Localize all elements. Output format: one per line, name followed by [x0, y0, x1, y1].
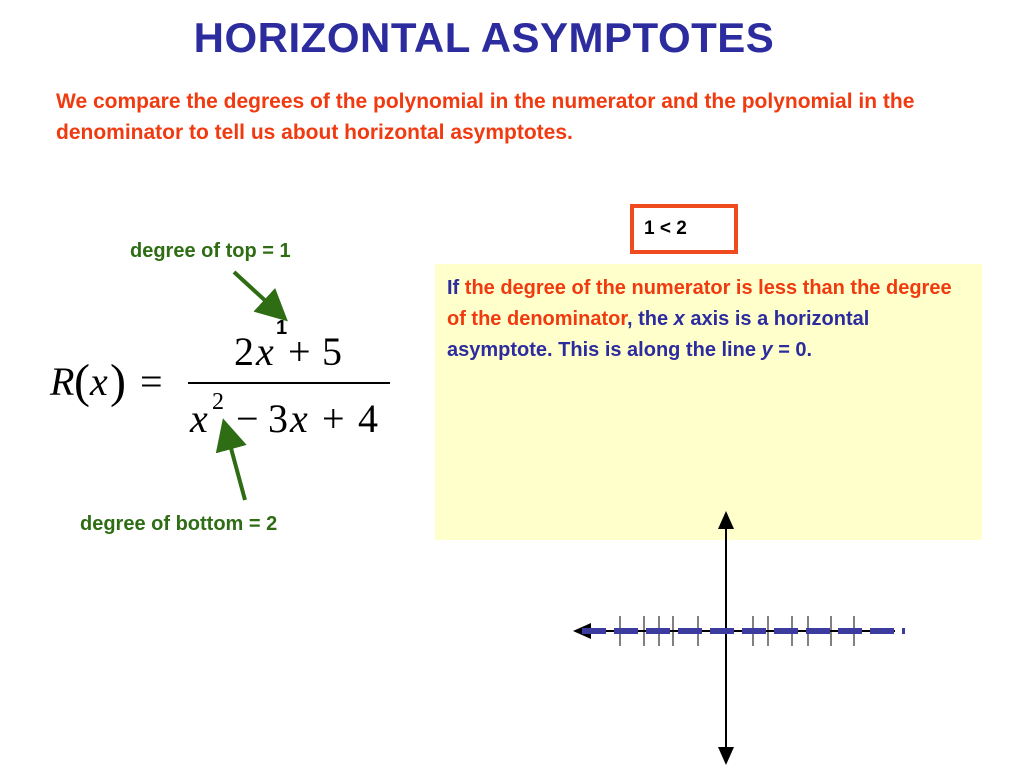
- formula-func: R: [50, 359, 75, 404]
- formula-den-var: x: [190, 396, 208, 441]
- formula-den-op2: +: [322, 396, 345, 441]
- formula-den-const: 4: [358, 396, 378, 441]
- degree-of-top-label: degree of top = 1: [130, 240, 291, 262]
- page-title: HORIZONTAL ASYMPTOTES: [193, 14, 775, 61]
- formula-den-op1: −: [236, 396, 259, 441]
- formula-paren-open: (: [74, 355, 90, 408]
- explanation-text: If the degree of the numerator is less than the degree of the denominator, the x axis is a horizontal asymptote. This is along the line y = 0.: [447, 277, 952, 361]
- formula-paren-close: ): [110, 355, 126, 408]
- formula-den-exp: 2: [212, 389, 224, 415]
- degree-of-bottom-label: degree of bottom = 2: [80, 513, 278, 535]
- formula-num-op: +: [288, 329, 311, 374]
- top-degree-arrow: [234, 272, 282, 316]
- coordinate-axes: [560, 505, 920, 768]
- degree-comparison-box: [630, 204, 738, 254]
- formula-den-coef: 3: [268, 396, 288, 441]
- formula-num-coef: 2: [234, 329, 254, 374]
- formula-num-const: 5: [322, 329, 342, 374]
- rational-function-formula: [40, 325, 400, 445]
- formula-den-var2: x: [290, 396, 308, 441]
- explanation-box: [435, 264, 982, 540]
- formula-equals: =: [140, 359, 163, 404]
- intro-text: We compare the degrees of the polynomial in the numerator and the polynomial in the denominator to tell us about horizontal asymptotes.: [56, 90, 915, 144]
- formula-num-var: x: [256, 329, 274, 374]
- formula-var: x: [90, 359, 108, 404]
- degree-comparison-text: 1 < 2: [644, 218, 687, 239]
- numerator-power-label: 1: [276, 317, 288, 339]
